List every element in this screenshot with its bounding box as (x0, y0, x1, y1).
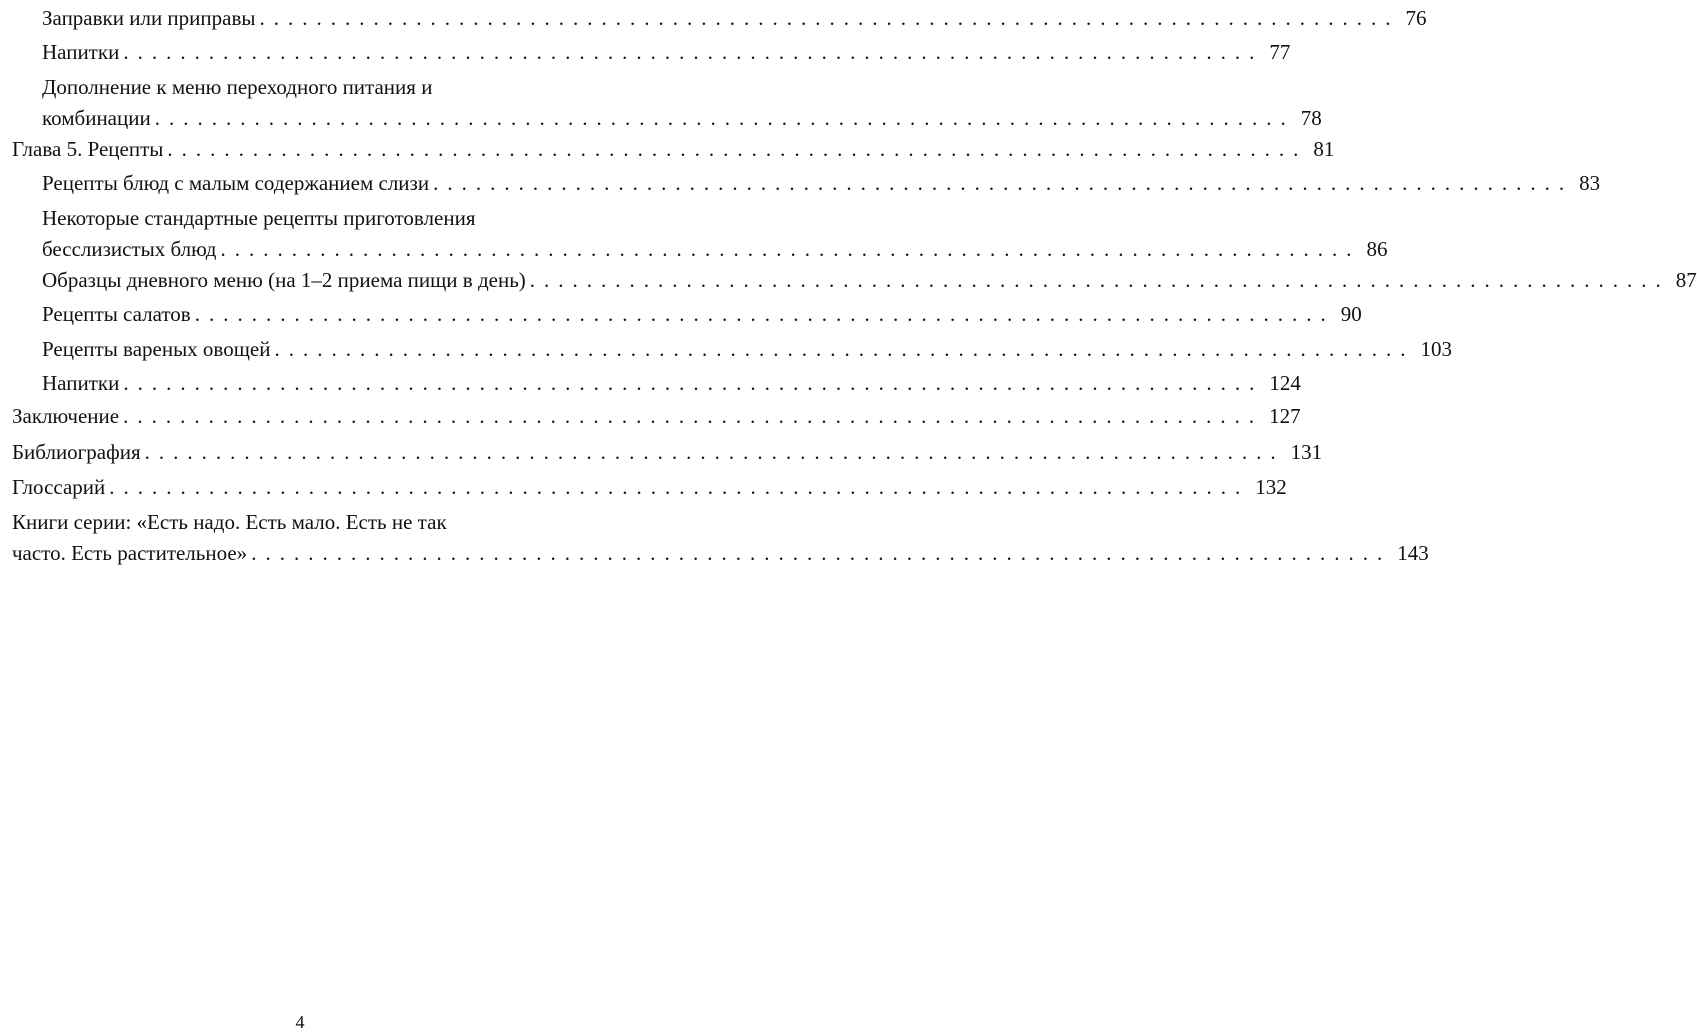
toc-entry-title-line: Дополнение к меню переходного питания и (42, 75, 433, 99)
toc-entry-title-line: часто. Есть растительное» (12, 541, 248, 565)
dot-leader: ................................................................................ (144, 440, 1285, 464)
toc-entry-page-number: 124 (1269, 371, 1301, 395)
dot-leader: ................................................................................ (433, 171, 1574, 195)
dot-leader: ................................................................................ (274, 337, 1415, 361)
toc-entry-title-line: Напитки (42, 371, 120, 395)
toc-entry[interactable] (42, 72, 1322, 134)
toc-entry-title-line: Рецепты вареных овощей (42, 337, 271, 361)
toc-entry[interactable] (12, 401, 1301, 432)
toc-entry-page-number: 132 (1255, 475, 1287, 499)
toc-entry-title-line: Глава 5. Рецепты (12, 137, 164, 161)
toc-entry-title-line: бесслизистых блюд (42, 237, 217, 261)
toc-entry-page-number: 86 (1366, 237, 1388, 261)
toc-entry-title-line: Библиография (12, 440, 141, 464)
toc-entry-title-line: Напитки (42, 40, 120, 64)
toc-entry[interactable] (42, 334, 1452, 365)
page-number: 4 (295, 1012, 305, 1032)
dot-leader: ................................................................................ (109, 475, 1250, 499)
toc-entry[interactable] (12, 437, 1323, 468)
toc-entry[interactable] (12, 134, 1335, 165)
toc-entry[interactable] (42, 299, 1362, 330)
toc-entry-title-line: Образцы дневного меню (на 1–2 приема пищи в день) (42, 268, 526, 292)
dot-leader: ................................................................................ (251, 541, 1392, 565)
dot-leader: ................................................................................ (154, 106, 1295, 130)
dot-leader: ................................................................................ (167, 137, 1308, 161)
toc-entry[interactable] (42, 368, 1301, 399)
toc-entry-page-number: 90 (1340, 302, 1362, 326)
toc-entry-page-number: 103 (1420, 337, 1452, 361)
dot-leader: ................................................................................ (194, 302, 1335, 326)
toc-entry-page-number: 143 (1397, 541, 1429, 565)
toc-entry-title-line: Заправки или приправы (42, 6, 256, 30)
toc-entry-page-number: 87 (1675, 268, 1697, 292)
toc-entry-page-number: 76 (1405, 6, 1427, 30)
toc-entry-page-number: 131 (1290, 440, 1323, 464)
toc-entry-title-line: Глоссарий (12, 475, 106, 499)
toc-entry-page-number: 127 (1269, 404, 1301, 428)
toc-entry[interactable] (42, 168, 1601, 199)
dot-leader: ................................................................................ (123, 371, 1264, 395)
toc-entry-page-number: 77 (1269, 40, 1291, 64)
dot-leader: ................................................................................ (220, 237, 1361, 261)
toc-entry-page-number: 81 (1313, 137, 1335, 161)
toc-entry-page-number: 78 (1300, 106, 1322, 130)
toc-entry[interactable] (42, 3, 1427, 34)
toc-entry-title-line: комбинации (42, 106, 151, 130)
toc-entry[interactable] (12, 507, 1429, 569)
toc-entry-title-line: Рецепты салатов (42, 302, 191, 326)
dot-leader: ................................................................................ (123, 404, 1264, 428)
toc-entry-title-line: Книги серии: «Есть надо. Есть мало. Есть не так (12, 510, 447, 534)
dot-leader: ................................................................................ (259, 6, 1400, 30)
toc-entry[interactable] (12, 472, 1287, 503)
toc-entry-title-line: Рецепты блюд с малым содержанием слизи (42, 171, 430, 195)
toc-entry-page-number: 83 (1579, 171, 1601, 195)
toc-entry[interactable] (42, 37, 1291, 68)
dot-leader: ................................................................................ (529, 268, 1670, 292)
dot-leader: ................................................................................ (123, 40, 1264, 64)
toc-entry-title-line: Некоторые стандартные рецепты приготовления (42, 206, 476, 230)
toc-entry[interactable] (42, 265, 1697, 296)
toc-entry[interactable] (42, 203, 1388, 265)
toc-entry-title-line: Заключение (12, 404, 120, 428)
